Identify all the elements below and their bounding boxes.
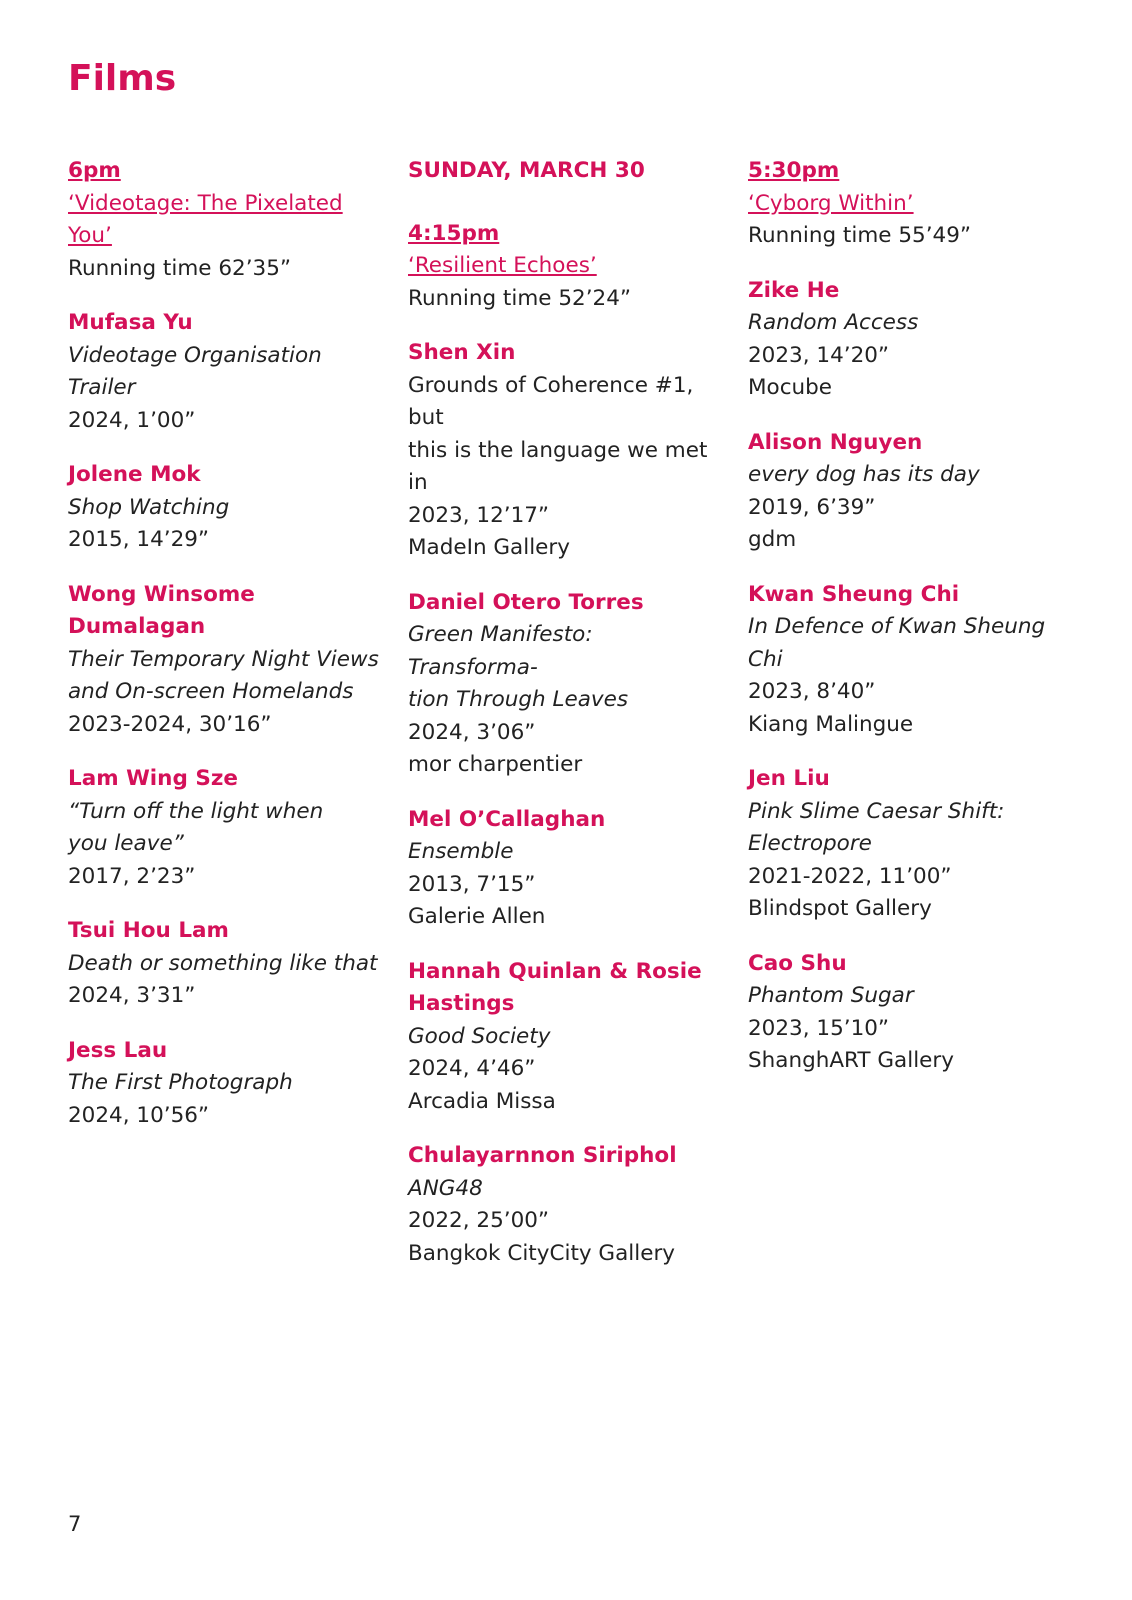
work-details: 2017, 2’23”	[68, 863, 196, 889]
work-title: tion Through Leaves	[408, 687, 629, 712]
page-number: 7	[68, 1512, 82, 1536]
program-title-link[interactable]: ‘Resilient Echoes’	[408, 253, 597, 278]
artist-name: Tsui Hou Lam	[68, 918, 229, 943]
work-title: The First Photograph	[68, 1070, 293, 1095]
work-title: Their Temporary Night Views	[68, 646, 379, 672]
work-title: Good Society	[408, 1023, 551, 1049]
work-title: Shop Watching	[68, 494, 230, 520]
session-time-link[interactable]: 5:30pm	[748, 158, 840, 183]
artist-name: Mufasa Yu	[68, 310, 193, 335]
work-details: Galerie Allen	[408, 904, 546, 929]
film-entry	[748, 763, 1078, 926]
work-title: “Turn off the light when	[68, 798, 324, 824]
running-time: Running time 55’49”	[748, 223, 972, 248]
artist-name: Chulayarnnon Siriphol	[408, 1143, 677, 1168]
artist-name: Cao Shu	[748, 950, 847, 976]
work-title: Pink Slime Caesar Shift:	[748, 798, 1005, 824]
film-entry	[68, 1035, 380, 1133]
film-entry	[68, 763, 380, 893]
artist-name: Jen Liu	[748, 766, 830, 791]
work-title: Death or something like that	[68, 950, 378, 976]
work-title: every dog has its day	[748, 462, 980, 487]
work-details: Arcadia Missa	[408, 1088, 556, 1114]
artist-name: Alison Nguyen	[748, 429, 923, 455]
film-entry	[748, 948, 1078, 1078]
film-entry	[748, 579, 1078, 742]
artist-name: Mel O’Callaghan	[408, 806, 606, 832]
film-entry	[748, 275, 1078, 405]
work-details: Blindspot Gallery	[748, 896, 932, 921]
work-details: mor charpentier	[408, 752, 583, 777]
work-details: 2015, 14’29”	[68, 527, 210, 552]
film-entry	[408, 804, 720, 934]
running-time: Running time 52’24”	[408, 285, 632, 311]
session-time-link[interactable]: 6pm	[68, 158, 121, 183]
film-column	[748, 155, 1078, 1100]
work-details: 2023, 15’10”	[748, 1015, 890, 1041]
work-details: 2023, 12’17”	[408, 502, 550, 528]
film-entry	[408, 1140, 720, 1270]
program-title-link[interactable]: ‘Videotage: The Pixelated You’	[68, 190, 343, 248]
film-entry	[68, 579, 380, 742]
artist-name: Zike He	[748, 277, 840, 303]
work-details: 2023, 8’40”	[748, 679, 876, 704]
work-details: Grounds of Coherence #1, but	[408, 372, 694, 430]
work-details: Bangkok CityCity Gallery	[408, 1240, 676, 1266]
screening-session	[748, 155, 1078, 253]
program-title-link[interactable]: ‘Cyborg Within’	[748, 190, 914, 216]
work-title: Green Manifesto: Transforma-	[408, 622, 593, 680]
artist-name: Hastings	[408, 991, 515, 1016]
work-details: ShanghART Gallery	[748, 1048, 954, 1073]
film-entry	[408, 337, 720, 565]
work-details: MadeIn Gallery	[408, 535, 570, 560]
work-details: 2023-2024, 30’16”	[68, 711, 272, 737]
work-details: this is the language we met in	[408, 437, 708, 495]
page-title: Films	[68, 58, 177, 99]
day-heading: SUNDAY, MARCH 30	[408, 158, 645, 183]
work-details: 2024, 10’56”	[68, 1102, 210, 1128]
artist-name: Shen Xin	[408, 340, 516, 365]
work-details: 2013, 7’15”	[408, 871, 536, 897]
work-title: and On-screen Homelands	[68, 679, 354, 704]
film-entry	[68, 307, 380, 437]
work-details: 2022, 25’00”	[408, 1208, 550, 1233]
film-entry	[408, 956, 720, 1119]
work-details: 2021-2022, 11’00”	[748, 863, 952, 889]
film-entry	[748, 427, 1078, 557]
running-time: Running time 62’35”	[68, 255, 292, 281]
work-details: gdm	[748, 527, 797, 552]
film-column	[68, 155, 380, 1154]
work-details: Mocube	[748, 375, 833, 400]
artist-name: Lam Wing Sze	[68, 766, 238, 791]
work-title: Electropore	[748, 831, 872, 856]
artist-name: Jess Lau	[68, 1037, 168, 1063]
artist-name: Hannah Quinlan & Rosie	[408, 958, 702, 984]
work-details: 2024, 3’06”	[408, 719, 536, 745]
work-title: In Defence of Kwan Sheung Chi	[748, 614, 1046, 672]
screening-session	[408, 218, 720, 316]
artist-name: Kwan Sheung Chi	[748, 581, 960, 607]
work-title: Phantom Sugar	[748, 983, 914, 1008]
work-title: you leave”	[68, 831, 184, 856]
work-title: Videotage Organisation Trailer	[68, 342, 322, 400]
work-details: 2019, 6’39”	[748, 494, 876, 520]
work-title: ANG48	[408, 1175, 483, 1201]
film-entry	[68, 915, 380, 1013]
session-time-link[interactable]: 4:15pm	[408, 220, 500, 246]
work-details: 2024, 3’31”	[68, 983, 196, 1008]
work-title: Random Access	[748, 310, 919, 335]
work-details: Kiang Malingue	[748, 711, 914, 737]
artist-name: Wong Winsome Dumalagan	[68, 581, 255, 639]
artist-name: Jolene Mok	[68, 462, 201, 487]
film-column	[408, 155, 720, 1292]
work-title: Ensemble	[408, 839, 514, 864]
work-details: 2023, 14’20”	[748, 342, 890, 368]
film-entry	[68, 459, 380, 557]
work-details: 2024, 1’00”	[68, 407, 196, 433]
film-entry	[408, 587, 720, 782]
work-details: 2024, 4’46”	[408, 1056, 536, 1081]
artist-name: Daniel Otero Torres	[408, 589, 644, 615]
screening-session	[68, 155, 380, 285]
